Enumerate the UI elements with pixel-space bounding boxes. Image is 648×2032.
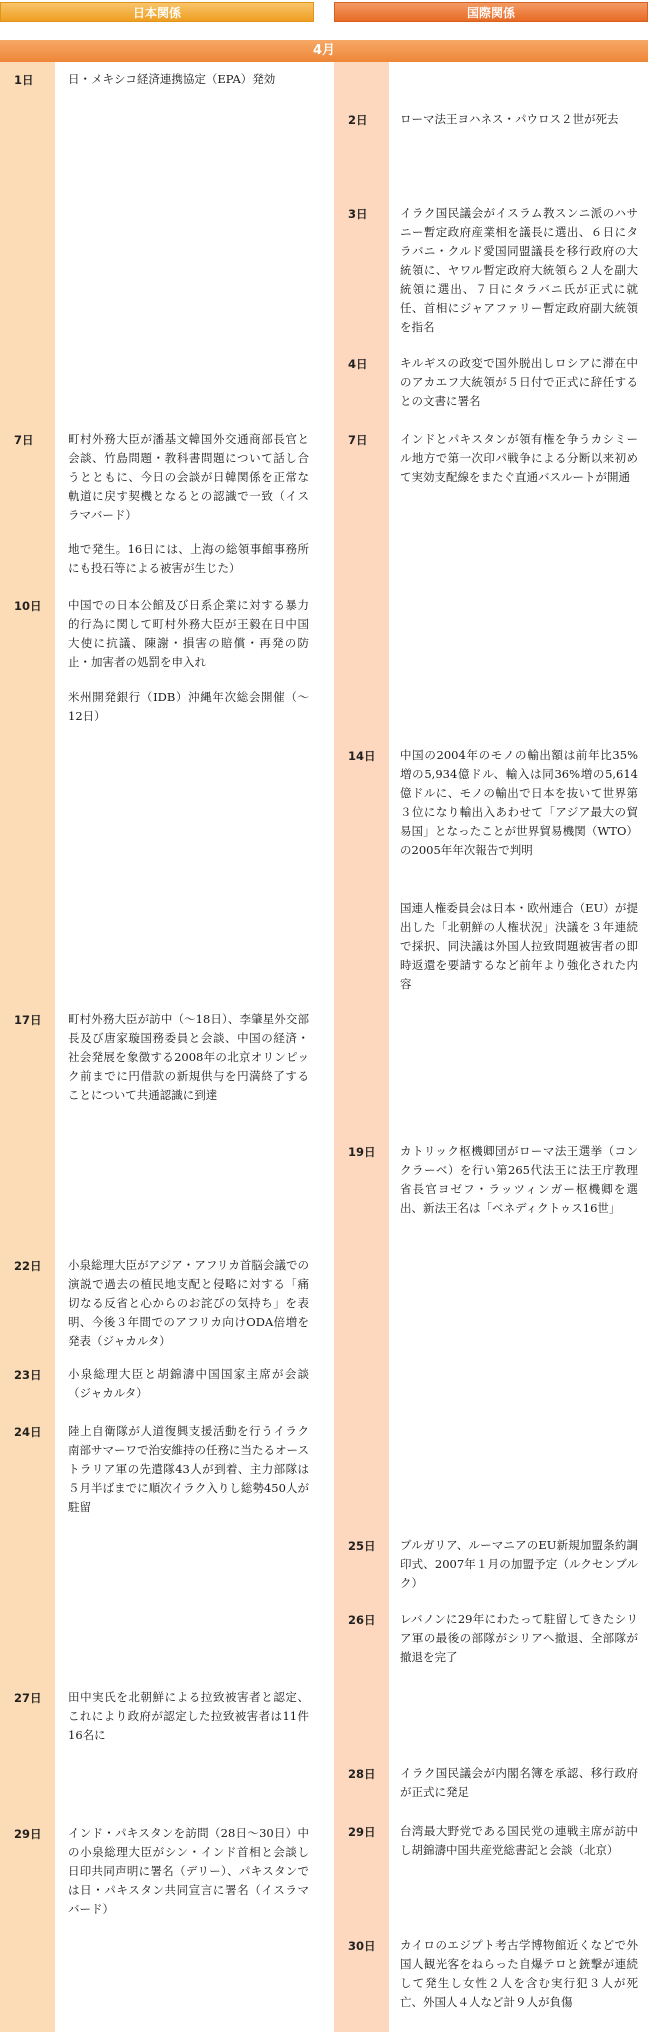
international-entry-text: 中国の2004年のモノの輸出額は前年比35%増の5,934億ドル、輸入は同36%増の5,614億ドルに、モノの輸出で日本を抜いて世界第３位になり輸出入あわせて「アジア最大の貿易国」となったことが世界貿易機関（WTO）の2005年年次報告で判明 [400,748,638,857]
international-entry-text: 国連人権委員会は日本・欧州連合（EU）が提出した「北朝鮮の人権状況」決議を３年連続で採択、同決議は外国人拉致問題被害者の即時返還を要請するなど前年より強化された内容 [400,901,638,991]
japan-entry-date: 22日 [14,1259,42,1273]
japan-entry-text: 米州開発銀行（IDB）沖縄年次総会開催（～12日） [68,690,309,723]
japan-date-column [0,62,55,2032]
international-entry-text: カトリック枢機卿団がローマ法王選挙（コンクラーベ）を行い第265代法王に法王庁教理省長官ヨゼフ・ラッツィンガー枢機卿を選出、新法王名は「ベネディクトゥス16世」 [400,1144,638,1215]
international-entry-text: ブルガリア、ルーマニアのEU新規加盟条約調印式、2007年１月の加盟予定（ルクセンブルク） [400,1538,638,1590]
tab-japan-relations[interactable]: 日本関係 [0,2,314,22]
international-entry-date: 30日 [348,1939,376,1953]
japan-entry-text: 田中実氏を北朝鮮による拉致被害者と認定、これにより政府が認定した拉致被害者は11件16名に [68,1690,309,1742]
international-entry-date: 26日 [348,1613,376,1627]
japan-entry-text: 日・メキシコ経済連携協定（EPA）発効 [68,72,276,86]
japan-entry-text: 地で発生。16日には、上海の総領事館事務所にも投石等による被害が生じた） [68,542,309,575]
international-entry-text: ローマ法王ヨハネス・パウロス２世が死去 [400,112,619,126]
international-entry-text: 台湾最大野党である国民党の連戦主席が訪中し胡錦濤中国共産党総書記と会談（北京） [400,1824,638,1857]
japan-entry-date: 7日 [14,433,34,447]
japan-entry-date: 27日 [14,1691,42,1705]
japan-entry-date: 10日 [14,599,42,613]
international-entry-text: イラク国民議会がイスラム教スンニ派のハサニー暫定政府産業相を議長に選出、６日にタラバニ・クルド愛国同盟議長を移行政府の大統領に、ヤワル暫定政府大統領ら２人を副大統領に選出、７日にタラバニ氏が正式に就任、首相にジャアファリー暫定政府副大統領を指名 [400,206,638,334]
tab-international-relations[interactable]: 国際関係 [334,2,648,22]
japan-entry-text: 中国での日本公館及び日系企業に対する暴力的行為に関して町村外務大臣が王毅在日中国大使に抗議、陳謝・損害の賠償・再発の防止・加害者の処罰を申入れ [68,598,309,669]
japan-entry-text: 町村外務大臣が潘基文韓国外交通商部長官と会談、竹島問題・教科書問題について話し合うとともに、今日の会談が日韓関係を正常な軌道に戻す契機となるとの認識で一致（イスラマバード） [68,432,309,522]
month-header: 4月 [0,40,648,62]
international-entry-date: 19日 [348,1145,376,1159]
international-entry-date: 7日 [348,433,368,447]
international-entry-date: 4日 [348,357,368,371]
international-entry-date: 14日 [348,749,376,763]
japan-entry-text: 町村外務大臣が訪中（～18日）、李肇星外交部長及び唐家璇国務委員と会談、中国の経済・社会発展を象徴する2008年の北京オリンピック前までに円借款の新規供与を円満終了することについて共通認識に到達 [68,1012,309,1102]
international-entry-text: キルギスの政変で国外脱出しロシアに滞在中のアカエフ大統領が５日付で正式に辞任するとの文書に署名 [400,356,638,408]
international-entry-date: 25日 [348,1539,376,1553]
japan-entry-text: インド・パキスタンを訪問（28日～30日）中の小泉総理大臣がシン・インド首相と会談し日印共同声明に署名（デリー）、パキスタンでは日・パキスタン共同宣言に署名（イスラマバード） [68,1826,309,1916]
japan-entry-date: 29日 [14,1827,42,1841]
japan-entry-text: 小泉総理大臣がアジア・アフリカ首脳会議での演説で過去の植民地支配と侵略に対する「痛切なる反省と心からのお詫びの気持ち」を表明、今後３年間でのアフリカ向けODA倍増を発表（ジャカルタ） [68,1258,309,1348]
japan-entry-date: 1日 [14,73,34,87]
international-entry-date: 3日 [348,207,368,221]
section-tabs [0,0,648,26]
international-entry-text: イラク国民議会が内閣名簿を承認、移行政府が正式に発足 [400,1766,638,1799]
japan-entry-text: 陸上自衛隊が人道復興支援活動を行うイラク南部サマーワで治安維持の任務に当たるオーストラリア軍の先遣隊43人が到着、主力部隊は５月半ばまでに順次イラク入りし総勢450人が駐留 [68,1424,309,1514]
international-entry-date: 28日 [348,1767,376,1781]
japan-entry-date: 24日 [14,1425,42,1439]
international-entry-text: カイロのエジプト考古学博物館近くなどで外国人観光客をねらった自爆テロと銃撃が連続して発生し女性２人を含む実行犯３人が死亡、外国人４人など計９人が負傷 [400,1938,638,2009]
japan-entry-date: 17日 [14,1013,42,1027]
japan-entry-text: 小泉総理大臣と胡錦濤中国国家主席が会談（ジャカルタ） [68,1367,309,1400]
international-entry-date: 29日 [348,1825,376,1839]
international-entry-text: インドとパキスタンが領有権を争うカシミール地方で第一次印パ戦争による分断以来初めて実効支配線をまたぐ直通バスルートが開通 [400,432,638,484]
japan-entry-date: 23日 [14,1368,42,1382]
international-entry-text: レバノンに29年にわたって駐留してきたシリア軍の最後の部隊がシリアへ撤退、全部隊が撤退を完了 [400,1612,638,1664]
international-entry-date: 2日 [348,113,368,127]
